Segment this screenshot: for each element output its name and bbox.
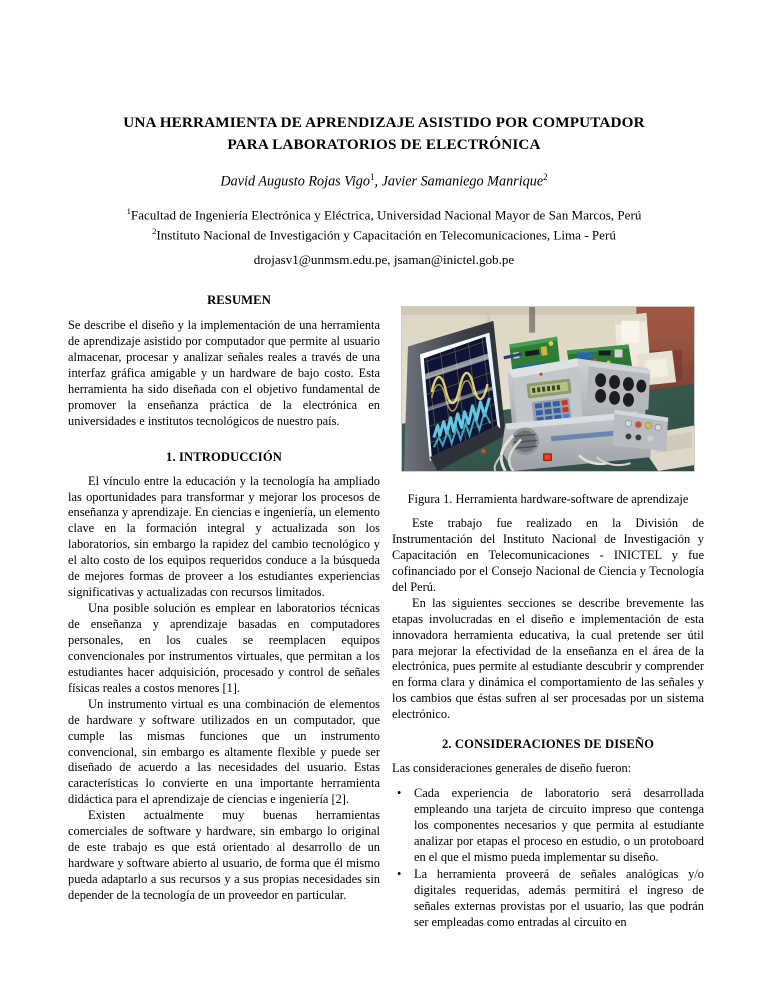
bullet-icon: • xyxy=(397,786,402,801)
section-1-heading: 1. INTRODUCCIÓN xyxy=(166,449,282,464)
list-item-text: Cada experiencia de laboratorio será desarrollada empleando una tarjeta de circuito impreso que contenga los componentes necesarios y que permita al estudiante analizar por etapas el proceso en estudio, o un protoboard en el que el mismo pueda implementar su diseño. xyxy=(414,786,704,864)
abstract-heading: RESUMEN xyxy=(207,293,271,307)
page-title xyxy=(68,112,700,155)
figure-1-caption: Figura 1. Herramienta hardware-software de aprendizaje xyxy=(407,492,689,506)
section-1-paragraph-3: Un instrumento virtual es una combinación de elementos de hardware y software utilizados en un computador, que cumple las mismas funciones que un instrumento convencional, sin embargo es altamente flexible y puede ser diseñado de acuerdo a las necesidades del usuario. Estas características lo convierte en una importante herramienta didáctica para el aprendizaje de ciencias e ingeniería [2]. xyxy=(68,696,380,807)
author-1-affiliation-marker: 1 xyxy=(369,172,375,182)
affiliation-1-marker: 1 xyxy=(126,206,131,216)
doc-title-line-1: UNA HERRAMIENTA DE APRENDIZAJE ASISTIDO POR COMPUTADOR xyxy=(123,114,645,131)
author-list: David Augusto Rojas Vigo$^1$, Javier Samaniego Manrique$^2$ xyxy=(220,172,548,190)
section-1-paragraph-2: Una posible solución es emplear en laboratorios técnicas de enseñanza y aprendizaje basadas en computadores personales, en los cuales se reemplacen equipos convencionales por instrumentos virtuales, que permitan a los estudiantes hacer adquisición, procesado y control de señales físicas reales a costos menores [1]. xyxy=(68,601,380,695)
affiliations xyxy=(34,205,734,245)
abstract-text: Se describe el diseño y la implementación de una herramienta de aprendizaje asistido por computador que permite al usuario almacenar, procesar y analizar señales reales a través de una interfaz gráfica amigable y un hardware de bajo costo. Esta herramienta ha sido diseñada con el objetivo fundamental de promover la enseñanza práctica de la electrónica en universidades e institutos tecnológicos de nuestro país. xyxy=(68,318,380,428)
author-2-affiliation-marker: 2 xyxy=(543,172,548,182)
design-considerations-list xyxy=(392,786,704,930)
contact-emails: drojasv1@unmsm.edu.pe, jsaman@inictel.gob.pe xyxy=(253,252,515,267)
list-item-text: La herramienta proveerá de señales analógicas y/o digitales requeridas, además permitirá el ingreso de señales externas provistas por el usuario, las que podrán ser empleadas como entradas al circuito en xyxy=(414,866,704,929)
author-1-name: David Augusto Rojas Vigo xyxy=(220,173,370,190)
author-2-name: Javier Samaniego Manrique xyxy=(381,173,544,190)
affiliation-1-text: Facultad de Ingeniería Electrónica y Eléctrica, Universidad Nacional Mayor de San Marcos, Perú xyxy=(130,207,642,223)
section-1-paragraph-1: El vínculo entre la educación y la tecnología ha ampliado las oportunidades para transformar y mejorar los procesos de enseñanza y aprendizaje. En ciencias e ingeniería, un elemento clave en la formación integral y actualizada son los laboratorios, sin embargo la rapidez del cambio tecnológico y el alto costo de los equipos requeridos conduce a la búsqueda de mejores formas de proveer a los estudiantes experiencias significativas y actualizadas con recursos limitados. xyxy=(68,473,380,600)
left-column xyxy=(68,293,380,904)
bullet-icon: • xyxy=(397,866,402,881)
list-item xyxy=(392,786,704,866)
affiliation-2-text: Instituto Nacional de Investigación y Capacitación en Telecomunicaciones, Lima - Perú xyxy=(156,227,616,243)
section-2-heading: 2. CONSIDERACIONES DE DISEÑO xyxy=(441,737,655,752)
section-2-lead-in: Las consideraciones generales de diseño fueron: xyxy=(392,761,632,776)
section-1-paragraph-4: Existen actualmente muy buenas herramientas comerciales de software y hardware, sin embargo lo original de este trabajo es que está orientado al desarrollo de un hardware y software abierto al usuario, de forma que él mismo pueda adaptarlo a sus recursos y a sus propias necesidades sin depender de la tecnología de un proveedor en particular. xyxy=(68,808,380,902)
figure-1-photo xyxy=(401,306,695,472)
section-1-paragraph-6: En las siguientes secciones se describe brevemente las etapas involucradas en el diseño e implementación de esta innovadora herramienta educativa, la cual pretende ser útil para mejorar la efectividad de la enseñanza en el área de la electrónica, pues permite al estudiante descubrir y comprender en forma clara y dinámica el comportamiento de las señales y los cambios que éstas sufren al ser procesadas por un sistema electrónico. xyxy=(392,595,704,722)
right-column xyxy=(392,516,704,932)
affiliation-2-marker: 2 xyxy=(152,225,157,236)
list-item xyxy=(392,867,704,931)
section-1-paragraph-5: Este trabajo fue realizado en la División de Instrumentación del Instituto Nacional de Investigación y Capacitación en Telecomunicaciones - INICTEL y fue cofinanciado por el Consejo Nacional de Ciencia y Tecnología del Perú. xyxy=(392,516,704,594)
figure-1 xyxy=(401,306,695,472)
title-block xyxy=(68,112,700,155)
doc-title-line-2: PARA LABORATORIOS DE ELECTRÓNICA xyxy=(227,135,541,153)
